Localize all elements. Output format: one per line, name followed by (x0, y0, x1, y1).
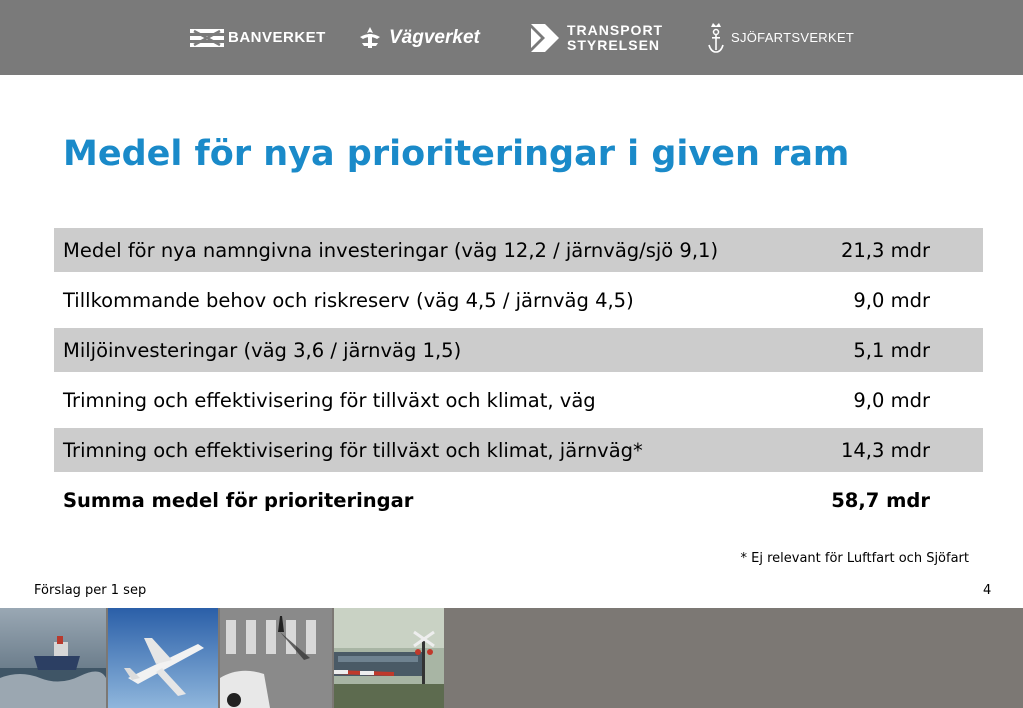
table-row (54, 428, 983, 472)
total-value: 58,7 mdr (831, 488, 930, 512)
vagverket-logo (357, 0, 480, 75)
banverket-stripes-icon (190, 27, 224, 49)
footnote: * Ej relevant för Luftfart och Sjöfart (740, 551, 969, 566)
row-value: 14,3 mdr (840, 438, 930, 462)
row-value: 21,3 mdr (840, 238, 930, 262)
airplane-photo (108, 608, 218, 708)
train-level-crossing-photo (334, 608, 444, 708)
slide-title: Medel för nya prioriteringar i given ram (63, 134, 850, 174)
priorities-table (54, 228, 983, 528)
row-label: Trimning och effektivisering för tillväxt och klimat, väg (63, 388, 596, 412)
ship-photo (0, 608, 106, 708)
vagverket-name: Vägverket (389, 26, 480, 48)
total-row (54, 478, 983, 522)
transport-line1: TRANSPORT (567, 21, 664, 38)
footer-proposal-date: Förslag per 1 sep (34, 583, 147, 598)
total-label: Summa medel för prioriteringar (63, 488, 414, 512)
table-row (54, 228, 983, 272)
anchor-crown-icon (707, 21, 725, 55)
row-label: Miljöinvesteringar (väg 3,6 / järnväg 1,5) (63, 338, 462, 362)
page-number: 4 (983, 583, 992, 598)
transportstyrelsen-arrow-icon (531, 24, 559, 52)
pedestrian-crossing-photo (220, 608, 332, 708)
table-row (54, 328, 983, 372)
row-label: Tillkommande behov och riskreserv (väg 4,5 / järnväg 4,5) (63, 288, 634, 312)
row-value: 5,1 mdr (853, 338, 930, 362)
table-row (54, 278, 983, 322)
sjofartsverket-logo (707, 0, 854, 75)
transport-line2: STYRELSEN (567, 36, 661, 53)
photo-strip (0, 608, 1023, 708)
vagverket-emblem-icon (357, 25, 383, 51)
row-value: 9,0 mdr (853, 288, 930, 312)
header-bar (0, 0, 1023, 75)
banverket-logo (190, 0, 326, 75)
row-value: 9,0 mdr (853, 388, 930, 412)
banverket-name: BANVERKET (228, 29, 326, 46)
sjofartsverket-name: SJÖFARTSVERKET (731, 30, 855, 45)
transportstyrelsen-logo (531, 0, 663, 75)
row-label: Trimning och effektivisering för tillväxt och klimat, järnväg* (63, 438, 643, 462)
table-row (54, 378, 983, 422)
row-label: Medel för nya namngivna investeringar (väg 12,2 / järnväg/sjö 9,1) (63, 238, 719, 262)
